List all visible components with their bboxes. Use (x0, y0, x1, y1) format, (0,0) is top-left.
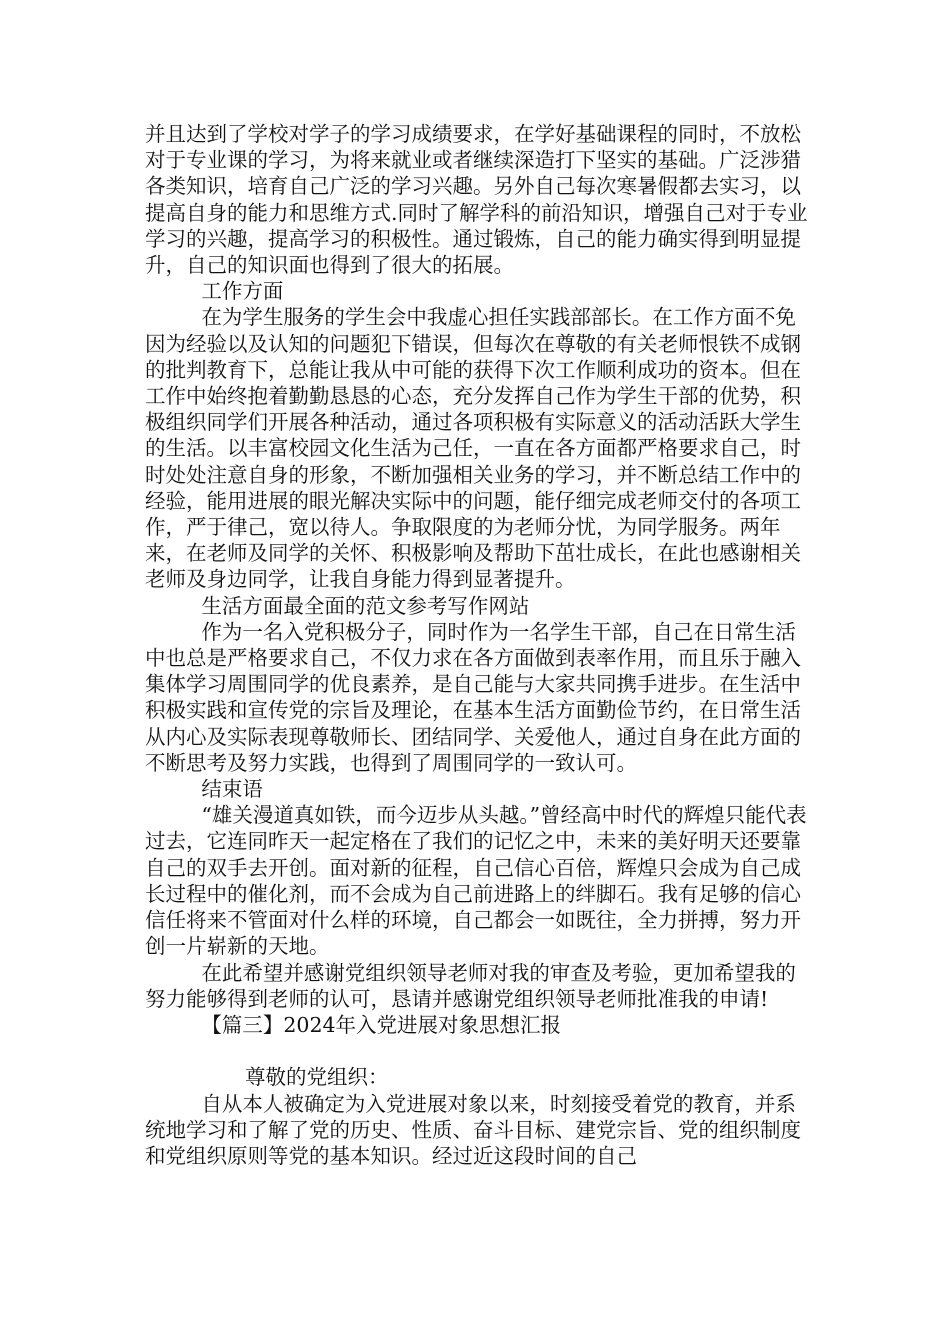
paragraph-work: 在为学生服务的学生会中我虚心担任实践部部长。在工作方面不免因为经验以及认知的问题犯下错误，但每次在尊敬的有关老师恨铁不成钢的批判教育下，总能让我从中可能的获得下次工作顺利成功的资本。但在工作中始终抱着勤勤恳恳的心态，充分发挥自己作为学生干部的优势，积极组织同学们开展各种活动，通过各项积极有实际意义的活动活跃大学生的生活。以丰富校园文化生活为己任，一直在各方面都严格要求自己，时时处处注意自身的形象，不断加强相关业务的学习，并不断总结工作中的经验，能用进展的眼光解决实际中的问题，能仔细完成老师交付的各项工作，严于律己，宽以待人。争取限度的为老师分忧，为同学服务。两年来，在老师及同学的关怀、积极影响及帮助下茁壮成长，在此也感谢相关老师及身边同学，让我自身能力得到显著提升。 (145, 305, 801, 592)
heading-conclusion: 结束语 (201, 777, 263, 802)
heading-work: 工作方面 (201, 279, 284, 304)
paragraph-intro: 自从本人被确定为入党进展对象以来，时刻接受着党的教育，并系统地学习和了解了党的历史、性质、奋斗目标、建党宗旨、党的组织制度和党组织原则等党的基本知识。经过近这段时间的自己 (145, 1091, 801, 1168)
paragraph-closing: 在此希望并感谢党组织领导老师对我的审查及考验，更加希望我的努力能够得到老师的认可，恳请并感谢党组织领导老师批准我的申请! (145, 960, 796, 1011)
salutation: 尊敬的党组织： (245, 1065, 389, 1090)
paragraph-study-tail: 并且达到了学校对学子的学习成绩要求，在学好基础课程的同时，不放松对于专业课的学习，为将来就业或者继续深造打下坚实的基础。广泛涉猎各类知识，培育自己广泛的学习兴趣。另外自己每次寒暑假都去实习，以提高自身的能力和思维方式.同时了解学科的前沿知识，增强自己对于专业学习的兴趣，提高学习的积极性。通过锻炼，自己的能力确实得到明显提升，自己的知识面也得到了很大的拓展。 (145, 122, 808, 278)
article-title: 【篇三】2024年入党进展对象思想汇报 (201, 1012, 562, 1037)
paragraph-life: 作为一名入党积极分子，同时作为一名学生干部，自己在日常生活中也总是严格要求自己，不仅力求在各方面做到表率作用，而且乐于融入集体学习周围同学的优良素养，是自己能与大家共同携手进步。在生活中积极实践和宣传党的宗旨及理论，在基本生活方面勤俭节约，在日常生活从内心及实际表现尊敬师长、团结同学、关爱他人，通过自身在此方面的不断思考及努力实践，也得到了周围同学的一致认可。 (145, 619, 801, 775)
heading-life: 生活方面最全面的范文参考写作网站 (201, 593, 530, 618)
blank-line (145, 1038, 810, 1064)
document-page (145, 121, 810, 1169)
paragraph-conclusion: “雄关漫道真如铁，而今迈步从头越。”曾经高中时代的辉煌只能代表过去，它连同昨天一起定格在了我们的记忆之中，未来的美好明天还要靠自己的双手去开创。面对新的征程，自己信心百倍，辉煌只会成为自己成长过程中的催化剂，而不会成为自己前进路上的绊脚石。我有足够的信心信任将来不管面对什么样的环境，自己都会一如既往，全力拼搏，努力开创一片崭新的天地。 (145, 803, 807, 959)
